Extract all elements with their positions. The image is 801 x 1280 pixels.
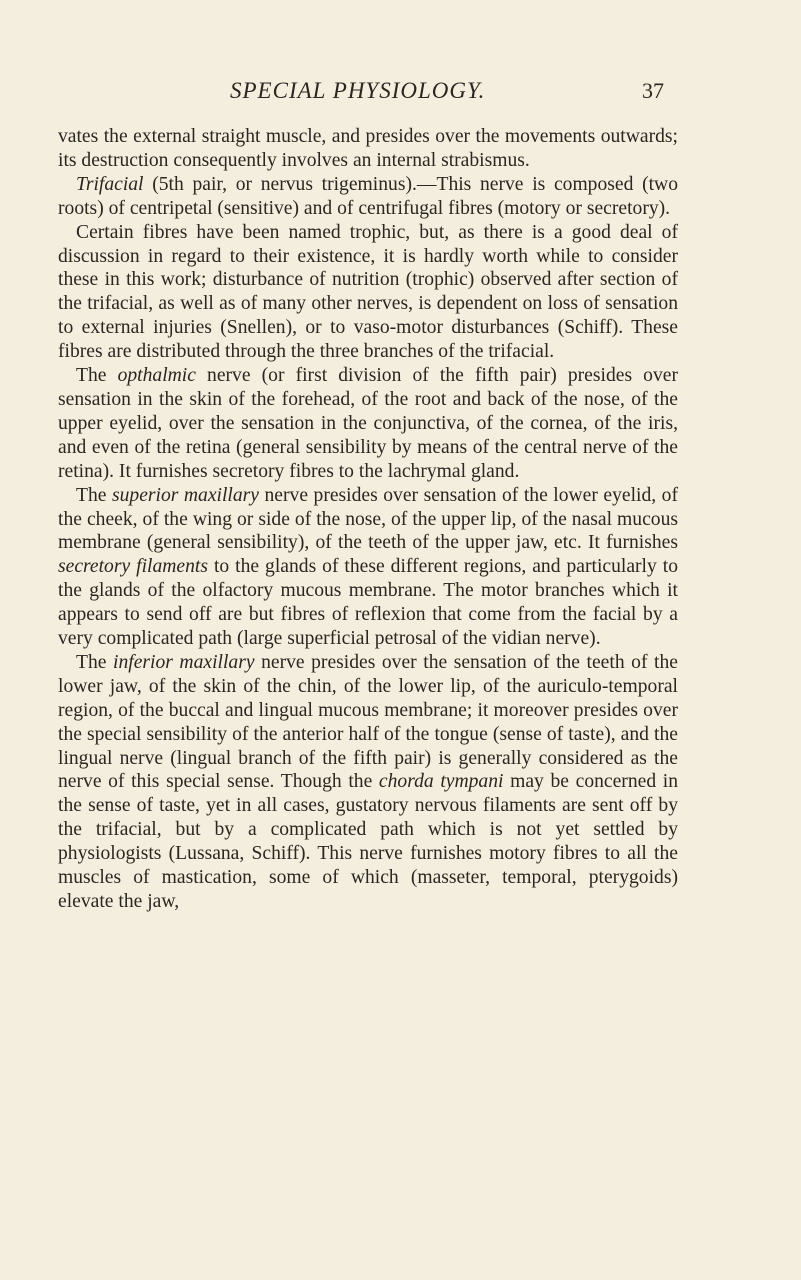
text-run: nerve presides over sensation of the lower eyelid, of the cheek, of the wing or side of the nose, of the upper lip, of the nasal mucous membrane (general sensibility), of the teeth of the upper jaw, etc. It furnishes [58, 484, 678, 554]
text-run: Certain fibres have been named trophic, but, as there is a good deal of discussion in regard to their existence, it is hardly worth while to consider these in this work; disturbance of nutrition (trophic) observed after section of the trifacial, as well as of many other nerves, is dependent on loss of sensation to external injuries (Snellen), or to vaso-motor disturbances (Schiff). These fibres are distributed through the three branches of the trifacial. [58, 221, 678, 363]
text-run: nerve presides over the sensation of the teeth of the lower jaw, of the skin of the chin, of the lower lip, of the auriculo-temporal region, of the buccal and lingual mucous membrane; it moreover presides over the special sensibility of the anterior half of the tongue (sense of taste), and the lingual nerve (lingual branch of the fifth pair) is generally considered as the nerve of this special sense. Though the [58, 651, 678, 793]
body-text [58, 125, 678, 914]
paragraph [58, 484, 678, 651]
paragraph [58, 125, 678, 173]
page-number: 37 [642, 78, 664, 103]
paragraph [58, 651, 678, 914]
running-title: SPECIAL PHYSIOLOGY. [230, 78, 486, 103]
running-head [0, 78, 801, 108]
italic-term: inferior maxillary [113, 651, 255, 673]
italic-term: Trifacial [76, 173, 144, 195]
italic-term: secretory filaments [58, 556, 208, 578]
text-run: (5th pair, or nervus trigeminus).—This nerve is composed (two roots) of centripetal (sensitive) and of centrifugal fibres (motory or secretory). [58, 173, 678, 219]
text-run: may be concerned in the sense of taste, yet in all cases, gustatory nervous filaments are sent off by the trifacial, but by a complicated path which is not yet settled by physiologists (Lussana, Schiff). This nerve furnishes motory fibres to all the muscles of mastication, some of which (masseter, temporal, pterygoids) elevate the jaw, [58, 771, 678, 912]
text-run: The [76, 651, 114, 673]
italic-term: opthalmic [117, 365, 196, 387]
paragraph [58, 173, 678, 221]
text-run: The [76, 365, 118, 387]
paragraph [58, 364, 678, 484]
italic-term: superior maxillary [111, 484, 259, 506]
text-run: vates the external straight muscle, and presides over the movements outwards; its destruction consequently involves an internal strabismus. [58, 126, 678, 171]
text-run: The [76, 484, 112, 506]
paragraph [58, 221, 678, 364]
text-run: to the glands of these different regions, and particularly to the glands of the olfactory mucous membrane. The motor branches which it appears to send off are but fibres of reflexion that come from the facial by a very complicated path (large superficial petrosal of the vidian nerve). [58, 556, 678, 650]
italic-term: chorda tympani [378, 771, 504, 793]
text-run: nerve (or first division of the fifth pair) presides over sensation in the skin of the forehead, of the root and back of the nose, of the upper eyelid, over the sensation in the conjunctiva, of the cornea, of the iris, and even of the retina (general sensibility by means of the central nerve of the retina). It furnishes secretory fibres to the lachrymal gland. [58, 365, 678, 482]
